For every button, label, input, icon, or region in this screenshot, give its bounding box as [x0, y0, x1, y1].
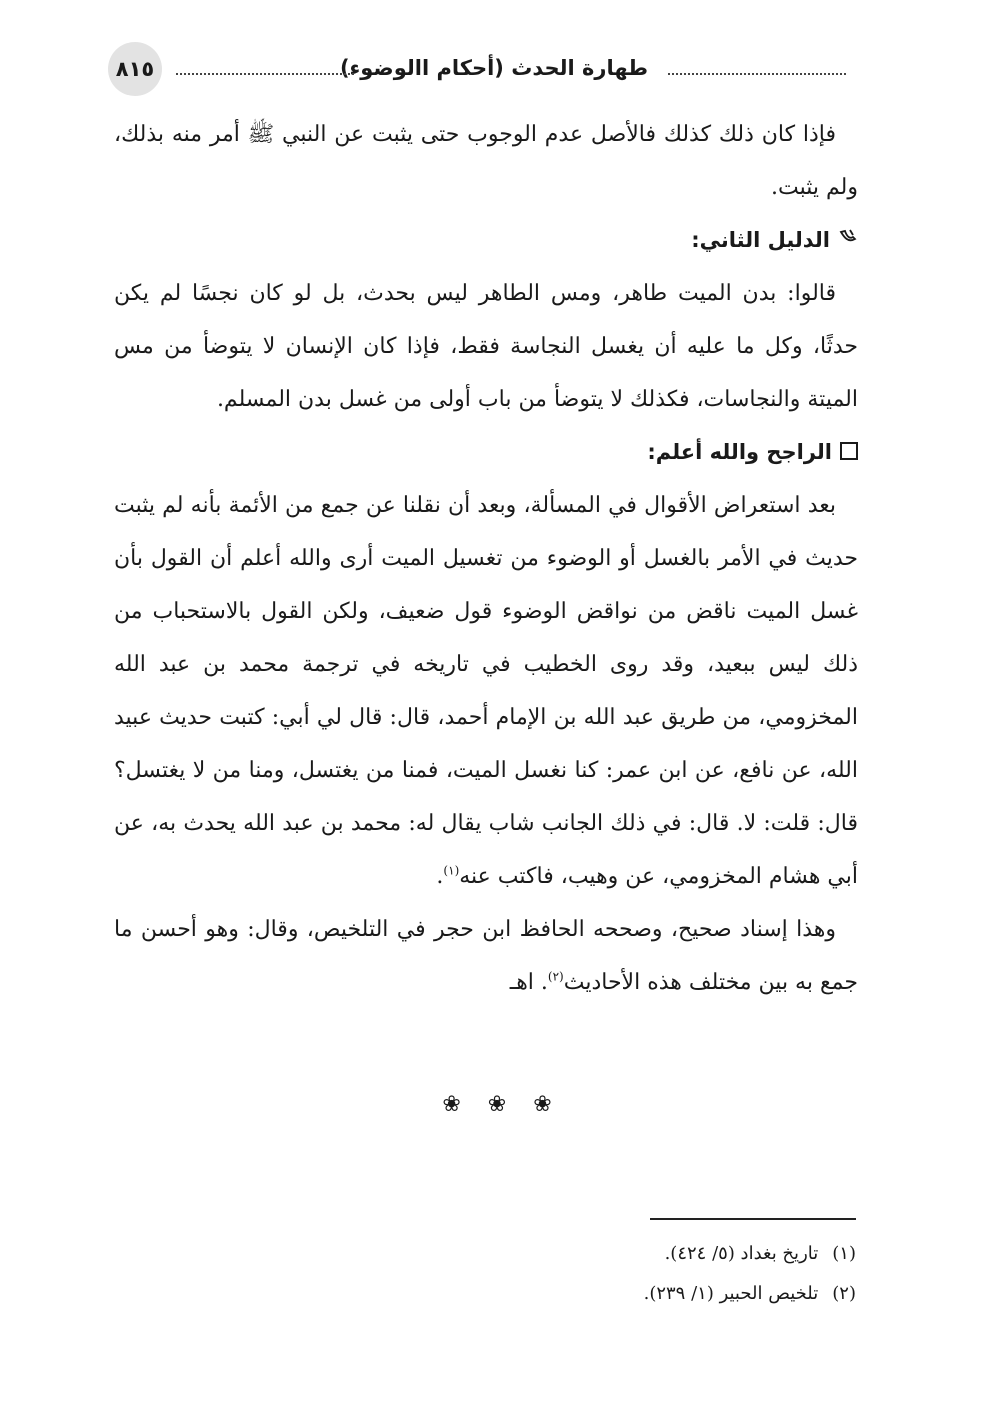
- paragraph-2: قالوا: بدن الميت طاهر، ومس الطاهر ليس بحدث، بل لو كان نجسًا لم يكن حدثًا، وكل ما عليه أن يغسل النجاسة فقط، فإذا كان الإنسان لا يتوضأ من مس الميتة والنجاسات، فكذلك لا يتوضأ من باب أولى من غسل بدن المسلم.: [114, 281, 858, 412]
- header-dotted-leader-right: [668, 73, 846, 75]
- footnote-text: تاريخ بغداد (٥/ ٤٢٤).: [664, 1243, 819, 1264]
- page-number: ٨١٥: [108, 42, 162, 96]
- footnote-number: (١): [832, 1243, 856, 1264]
- header-dotted-leader-left: [176, 73, 354, 75]
- section-heading-preponderant: [114, 426, 858, 479]
- paragraph-1: فإذا كان ذلك كذلك فالأصل عدم الوجوب حتى يثبت عن النبي ﷺ أمر منه بذلك، ولم يثبت.: [114, 122, 858, 200]
- section-heading-second-evidence: [114, 214, 858, 267]
- checkbox-square-icon: [840, 442, 858, 460]
- footnote-divider: [650, 1218, 856, 1220]
- page-header: [108, 42, 848, 102]
- footnote-1: [300, 1234, 856, 1274]
- footnote-number: (٢): [832, 1283, 856, 1304]
- footnotes: [300, 1234, 856, 1314]
- section-separator-ornament: ❀ ❀ ❀: [442, 1092, 562, 1117]
- paragraph-4: [114, 903, 858, 1009]
- paragraph-4-text: وهذا إسناد صحيح، وصححه الحافظ ابن حجر في التلخيص، وقال: وهو أحسن ما جمع به بين مختلف هذه الأحاديث: [114, 917, 858, 995]
- hand-pointer-icon: [836, 214, 858, 267]
- running-title: طهارة الحدث (أحكام االوضوء): [339, 56, 648, 80]
- heading-text: الراجح والله أعلم:: [647, 440, 832, 464]
- paragraph-3-text: بعد استعراض الأقوال في المسألة، وبعد أن نقلنا عن جمع من الأئمة بأنه لم يثبت حديث في الأمر بالغسل أو الوضوء من تغسيل الميت أرى والله أعلم أن القول بأن غسل الميت ناقض من نواقض الوضوء قول ضعيف، ولكن القول بالاستحباب من ذلك ليس ببعيد، وقد روى الخطيب في تاريخه في ترجمة محمد بن عبد الله المخزومي، من طريق عبد الله بن الإمام أحمد، قال: قال لي أبي: كتبت حديث عبيد الله، عن نافع، عن ابن عمر: كنا نغسل الميت، فمنا من يغتسل، ومنا من لا يغتسل؟ قال: قلت: لا. قال: في ذلك الجانب شاب يقال له: محمد بن عبد الله يحدث به، عن أبي هشام المخزومي، عن وهيب، فاكتب عنه: [114, 493, 858, 889]
- paragraph-3-end: .: [436, 864, 444, 889]
- footnote-text: تلخيص الحبير (١/ ٢٣٩).: [643, 1283, 819, 1304]
- paragraph-3: [114, 479, 858, 903]
- footnote-2: [300, 1274, 856, 1314]
- footnote-ref-1: (١): [443, 863, 460, 878]
- heading-text: الدليل الثاني:: [691, 228, 830, 252]
- footnote-ref-2: (٢): [547, 969, 564, 984]
- paragraph-4-end: . اهـ: [509, 970, 548, 995]
- main-text: [114, 108, 858, 1009]
